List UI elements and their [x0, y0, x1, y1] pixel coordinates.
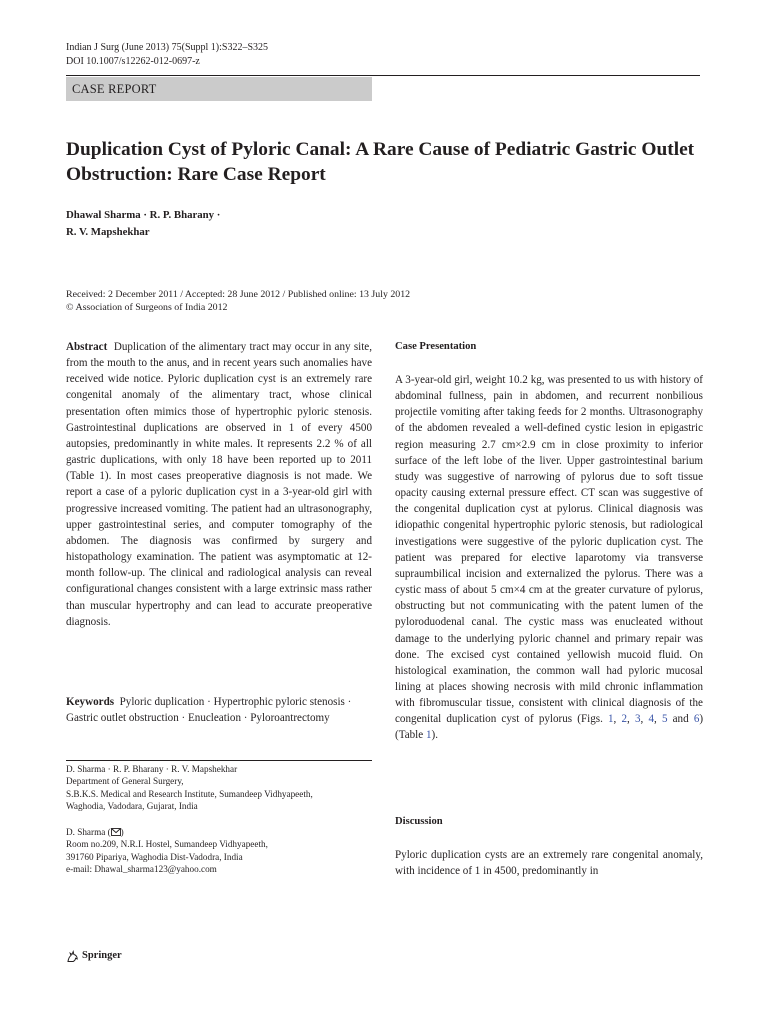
figure-link-3[interactable]: 3 — [634, 713, 641, 726]
correspondence-name: D. Sharma — [66, 827, 106, 837]
article-title: Duplication Cyst of Pyloric Canal: A Rare Cause of Pediatric Gastric Outlet Obstruction: Rare Case Report — [66, 139, 695, 185]
correspondence-email: e-mail: Dhawal_sharma123@yahoo.com — [66, 864, 217, 875]
figure-link-4[interactable]: 4 — [648, 713, 654, 726]
author-list — [66, 207, 220, 241]
correspondence-block — [66, 826, 372, 876]
affiliation-city: Waghodia, Vadodara, Gujarat, India — [66, 801, 198, 812]
copyright-icon: © — [66, 302, 74, 313]
affiliation-rule — [66, 760, 372, 761]
affiliation-institute: S.B.K.S. Medical and Research Institute, Sumandeep Vidhyapeeth, — [66, 788, 313, 799]
abstract-label: Abstract — [66, 341, 108, 353]
springer-logo — [66, 948, 122, 964]
abstract — [66, 339, 372, 630]
keywords-text: Pyloric duplication · Hypertrophic pyloric stenosis · Gastric outlet obstruction · Enucleation · Pyloroantrectomy — [66, 696, 352, 725]
figure-link-6[interactable]: 6 — [693, 713, 700, 726]
copyright-text: Association of Surgeons of India 2012 — [75, 302, 228, 313]
correspondence-name-line: D. Sharma ( ) — [66, 827, 124, 837]
figure-link-1[interactable]: 1 — [608, 713, 614, 726]
dates-line: Received: 2 December 2011 / Accepted: 28 June 2012 / Published online: 13 July 2012 — [66, 289, 411, 300]
abstract-text: Duplication of the alimentary tract may occur in any site, from the mouth to the anus, and in recent years such anomalies have received wide notice. Pyloric duplication cyst is an extremely rare congenital anomaly of the alimentary tract, whose clinical presentation often mimics those of hypertrophic pyloric stenosis. Gastrointestinal duplications are observed in 1 of every 4500 autopsies, predominantly in white males. It represents 2.2 % of all gastric duplications, with only 18 have been reported up to 2011 (Table 1). In most cases preoperative diagnosis is not made. We report a case of a pyloric duplication cyst in a 3-year-old girl with progressive increased vomiting. The patient had an ultrasonography, upper gastrointestinal series, and computer tomography of the abdomen. The diagnosis was confirmed by surgery and histopathology examination. The patient was asymptomatic at 12-month follow-up. The clinical and radiological analysis can reveal configurational changes consistent with a large extrinsic mass rather than muscular hypertrophy and can lead to accurate preoperative diagnosis. — [66, 341, 372, 628]
author-line-2: R. V. Mapshekhar — [66, 226, 150, 238]
section-badge: CASE REPORT — [66, 77, 372, 101]
correspondence-line-2: 391760 Pipariya, Waghodia Dist-Vadodra, India — [66, 851, 243, 862]
copyright-line — [66, 301, 410, 314]
author-line-1: Dhawal Sharma · R. P. Bharany · — [66, 209, 221, 221]
journal-citation: Indian J Surg (June 2013) 75(Suppl 1):S322–S325 — [66, 42, 269, 53]
table-link-1[interactable]: 1 — [425, 729, 432, 742]
publisher-name: Springer — [82, 950, 122, 961]
case-presentation-text: A 3-year-old girl, weight 10.2 kg, was presented to us with history of abdominal fullness, pain in abdomen, and recurrent nonbilious projectile vomiting after taking feeds for 2 months. Ultrasonography of the abdomen revealed a well-defined cystic lesion in epigastric region measuring 2.7 cm×2.9 cm in close proximity to inferior surface of the left lobe of the liver. Upper gastrointestinal barium study was suggestive of narrowing of pylorus due to soft tissue opacity causing external pressure effect. CT scan was suggestive of the congenital duplication cyst at pylorus. Clinical diagnosis was idiopathic congenital hypertrophic pyloric stenosis, but radiological investigations were suggestive of the pyloric duplication cyst. The patient was prepared for elective laparotomy via transverse supraumbilical incision and externalized the pylorus. There was a cystic mass of about 5 cm×4 cm at the greater curvature of pylorus, obstructing but not communicating with the patent lumen of the pyloroduodenal canal. The cystic mass was enucleated without damage to the underlying pyloric channel and primary repair was done. The excised cyst contained yellowish mucoid fluid. On histological examination, the common wall had pyloric mucosal lining at places showing necrosis with mild chronic inflammation with fibromuscular tissue, consistent with clinical diagnosis of the congenital duplication cyst of pylorus (Figs. 1, 2, 3, 4, 5 and 6) (Table 1). — [395, 374, 704, 742]
keywords — [66, 694, 372, 726]
correspondence-line-1: Room no.209, N.R.I. Hostel, Sumandeep Vidhyapeeth, — [66, 839, 268, 850]
affiliation-dept: Department of General Surgery, — [66, 776, 184, 787]
figure-link-2[interactable]: 2 — [621, 713, 628, 726]
keywords-label: Keywords — [66, 696, 115, 708]
header-rule — [66, 75, 700, 76]
publication-history — [66, 288, 410, 314]
affiliation-names: D. Sharma · R. P. Bharany · R. V. Mapshekhar — [66, 764, 238, 774]
case-presentation-body: A 3-year-old girl, weight 10.2 kg, was presented to us with history of abdominal fullness, pain in abdomen, and recurrent nonbilious projectile vomiting after taking feeds for 2 months. Ultrasonography of the abdomen revealed a well-defined cystic lesion in epigastric region measuring 2.7 cm×2.9 cm in close proximity to inferior surface of the left lobe of the liver. Upper gastrointestinal barium study was suggestive of narrowing of pylorus due to soft tissue opacity causing external pressure effect. CT scan was suggestive of the congenital duplication cyst at pylorus. Clinical diagnosis was idiopathic congenital hypertrophic pyloric stenosis, but radiological investigations were suggestive of the pyloric duplication cyst. The patient was prepared for elective laparotomy via transverse supraumbilical incision and externalized the pylorus. There was a cystic mass of about 5 cm×4 cm at the greater curvature of pylorus, obstructing but not communicating with the patent lumen of the pyloroduodenal canal. The cystic mass was enucleated without damage to the underlying pyloric channel and primary repair was done. The excised cyst contained yellowish mucoid fluid. On histological examination, the common wall had pyloric mucosal lining at places showing necrosis with mild chronic inflammation with fibromuscular tissue, consistent with clinical diagnosis of the congenital duplication cyst of pylorus (Figs. — [395, 374, 703, 726]
case-presentation-heading: Case Presentation — [395, 341, 477, 352]
springer-horse-icon — [66, 950, 79, 963]
discussion-heading: Discussion — [395, 816, 443, 827]
affiliation-block — [66, 763, 372, 813]
envelope-icon — [111, 828, 121, 836]
doi: DOI 10.1007/s12262-012-0697-z — [66, 56, 200, 67]
figure-link-5[interactable]: 5 — [661, 713, 668, 726]
discussion-text: Pyloric duplication cysts are an extremely rare congenital anomaly, with incidence of 1 in 4500, predominantly in — [395, 849, 703, 878]
